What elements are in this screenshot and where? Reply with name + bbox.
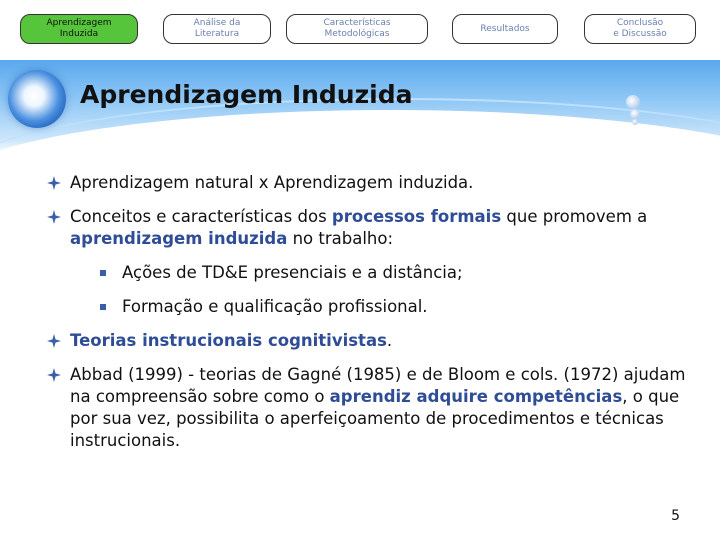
- diamond-bullet-icon: [46, 175, 62, 191]
- bullet-text: Conceitos e características dos: [70, 207, 332, 226]
- page-title: Aprendizagem Induzida: [80, 80, 413, 109]
- bullet-item: [46, 364, 686, 452]
- highlight-text: processos formais: [331, 207, 502, 226]
- bubbles-decoration-icon: [620, 95, 648, 125]
- bullet-item: [46, 330, 686, 352]
- bullet-text: que promovem a: [501, 207, 648, 226]
- bullet-text: .: [386, 331, 393, 350]
- highlight-text: Teorias instrucionais cognitivistas: [70, 331, 387, 350]
- diamond-bullet-icon: [46, 367, 62, 383]
- diamond-bullet-icon: [46, 333, 62, 349]
- page-number: 5: [671, 508, 680, 524]
- sub-bullet-text: Ações de TD&E presenciais e a distância;: [122, 263, 463, 282]
- bullet-text: Abbad (1999) - teorias de Gagné (1985) e de Bloom e cols. (1972) ajudam na compreensão sobre como o: [70, 365, 686, 406]
- bullet-text: Aprendizagem natural x Aprendizagem induzida.: [70, 173, 474, 192]
- top-navigation: [0, 0, 720, 50]
- tab-analise-da-literatura[interactable]: [163, 14, 271, 44]
- tab-label: Resultados: [480, 23, 530, 34]
- tab-label: Características Metodológicas: [323, 18, 391, 39]
- diamond-bullet-icon: [46, 209, 62, 225]
- bullet-text: no trabalho:: [287, 229, 394, 248]
- tab-label: Aprendizagem Induzida: [46, 18, 112, 39]
- highlight-text: aprendizagem induzida: [70, 229, 288, 248]
- bullet-item: [46, 206, 686, 250]
- bullet-text: , o que por sua vez, possibilita o aperfeiçoamento de procedimentos e técnicas instrucionais.: [70, 387, 680, 450]
- tab-resultados[interactable]: [452, 14, 558, 44]
- bullet-item: [46, 172, 686, 194]
- square-bullet-icon: [100, 304, 106, 310]
- slide-content: [46, 172, 686, 464]
- tab-label: Análise da Literatura: [193, 18, 241, 39]
- tab-label: Conclusão e Discussão: [613, 18, 667, 39]
- sub-bullet-item: [100, 262, 686, 284]
- sphere-logo-icon: [8, 70, 66, 128]
- tab-aprendizagem-induzida[interactable]: [20, 14, 138, 44]
- tab-caracteristicas-metodologicas[interactable]: [286, 14, 428, 44]
- square-bullet-icon: [100, 270, 106, 276]
- tab-conclusao-e-discussao[interactable]: [584, 14, 696, 44]
- sub-bullet-text: Formação e qualificação profissional.: [122, 297, 428, 316]
- sub-bullet-item: [100, 296, 686, 318]
- highlight-text: aprendiz adquire competências: [329, 387, 623, 406]
